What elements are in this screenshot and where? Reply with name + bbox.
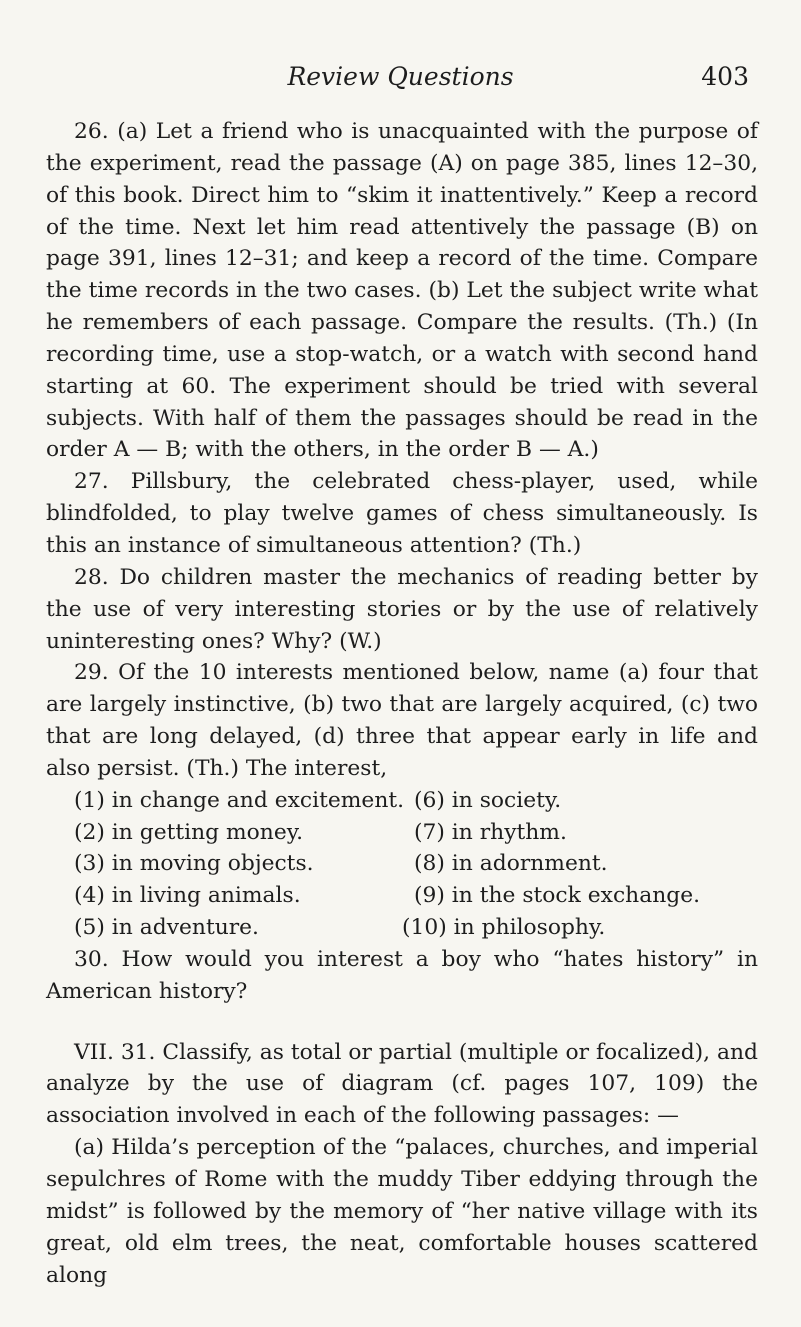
question-28: 28. Do children master the mechanics of reading better by the use of very interesting stories or by the use of relatively uninteresting ones? Why? (W.) xyxy=(46,564,758,654)
question-31: VII. 31. Classify, as total or partial (multiple or focalized), and analyze by the use of diagram (cf. pages 107, 109) the association involved in each of the following passages: — xyxy=(46,1039,759,1129)
interest-item: (10) in philosophy. xyxy=(402,915,606,941)
interest-item: (2) in getting money. xyxy=(74,819,304,845)
running-title: Review Questions xyxy=(287,62,514,91)
interests-list xyxy=(46,785,758,944)
question-31a: (a) Hilda’s perception of the “palaces, churches, and imperial sepulchres of Rome with the muddy Tiber eddying through the midst” is followed by the memory of “her native village with its great, old elm trees, the neat, comfortable houses scattered along xyxy=(46,1135,758,1288)
interest-item: (6) in society. xyxy=(414,787,562,813)
interest-item: (9) in the stock exchange. xyxy=(414,883,701,909)
page-number: 403 xyxy=(701,62,749,91)
question-26: 26. (a) Let a friend who is unacquainted with the purpose of the experiment, read the passage (A) on page 385, lines 12–30, of this book. Direct him to “skim it inattentively.” Keep a record of the time. Next let him read attentively the passage (B) on page 391, lines 12–31; and keep a record of the time. Compare the time records in the two cases. (b) Let the subject write what he remembers of each passage. Compare the results. (Th.) (In recording time, use a stop-watch, or a watch with second hand starting at 60. The experiment should be tried with several subjects. With half of them the passages should be read in the order A — B; with the others, in the order B — A.) xyxy=(46,119,758,463)
question-29: 29. Of the 10 interests mentioned below, name (a) four that are largely instinctive, (b) two that are largely acquired, (c) two that are long delayed, (d) three that appear early in life and also persist. (Th.) The interest, xyxy=(46,660,758,781)
interest-item: (3) in moving objects. xyxy=(74,851,314,877)
interest-item: (7) in rhythm. xyxy=(414,819,567,845)
interest-item: (4) in living animals. xyxy=(74,883,301,909)
question-27: 27. Pillsbury, the celebrated chess-player, used, while blindfolded, to play twelve games of chess simultaneously. Is this an instance of simultaneous attention? (Th.) xyxy=(46,469,758,558)
interest-item: (8) in adornment. xyxy=(414,851,608,877)
body-text xyxy=(46,116,758,1291)
running-header xyxy=(0,62,801,102)
interest-item: (1) in change and excitement. xyxy=(74,787,405,813)
question-30: 30. How would you interest a boy who “hates history” in American history? xyxy=(46,946,758,1004)
interest-item: (5) in adventure. xyxy=(74,915,259,941)
section-gap xyxy=(46,1008,758,1037)
